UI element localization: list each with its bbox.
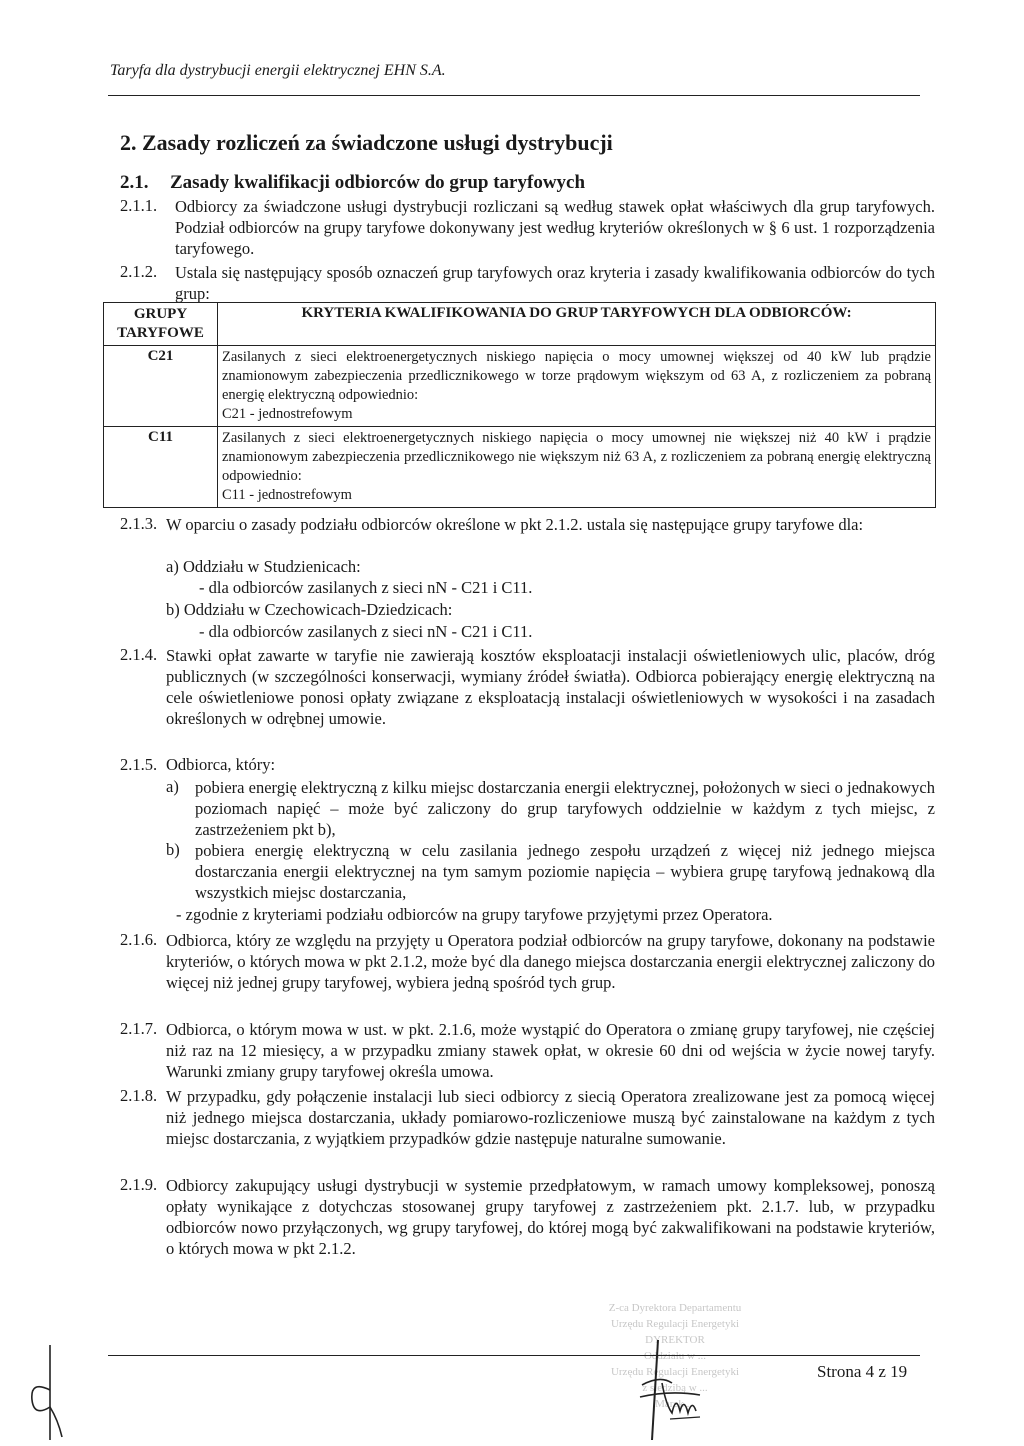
paragraph-number: 2.1.7. <box>120 1019 158 1038</box>
paragraph-2-1-2: Ustala się następujący sposób oznaczeń grup taryfowych oraz kryteria i zasady kwalifikowania odbiorców do tych grup: <box>175 263 935 303</box>
column-header-criteria: KRYTERIA KWALIFIKOWANIA DO GRUP TARYFOWYCH DLA ODBIORCÓW: <box>218 303 936 346</box>
criteria-text: Zasilanych z sieci elektroenergetycznych niskiego napięcia o mocy umownej większej od 40 kW lub prądzie znamionowym zabezpieczenia przedlicznikowego w torze prądowym większym od 63 A, z rozliczeniem za pobraną energię elektryczną odpowiednio: <box>222 349 931 403</box>
official-stamp: Z-ca Dyrektora Departamentu Urzędu Regulacji Energetyki DYREKTOR Oddziału w ... Urzędu Regulacji Energetyki z siedzibą w ... Marek ... <box>608 1302 742 1410</box>
subsection-title: Zasady kwalifikacji odbiorców do grup taryfowych <box>170 172 586 193</box>
handwritten-initials <box>20 1345 80 1445</box>
paragraph-2-1-3: W oparciu o zasady podziału odbiorców określone w pkt 2.1.2. ustala się następujące grupy taryfowe dla: <box>166 515 864 534</box>
subsection-heading <box>120 172 585 194</box>
paragraph-2-1-4: Stawki opłat zawarte w taryfie nie zawierają kosztów eksploatacji instalacji oświetleniowych ulic, placów, dróg publicznych (w szczególności konserwacji, wymiany źródeł światła). Odbiorca pobierający energię elektryczną na cele oświetleniowe ponosi opłaty związane z eksploatacją instalacji oświetleniowych w wysokości i na zasadach określonych w odrębnej umowie. <box>166 646 935 728</box>
criteria-zone: C11 - jednostrefowym <box>222 487 352 503</box>
criteria-text: Zasilanych z sieci elektroenergetycznych niskiego napięcia o mocy umownej nie większej niż 40 kW i prądzie znamionowym zabezpieczenia przedlicznikowego nie większym niż 63 A, z rozliczeniem za pobraną energię elektryczną odpowiednio: <box>222 430 931 484</box>
paragraph-2-1-8: W przypadku, gdy połączenie instalacji lub sieci odbiorcy z siecią Operatora zrealizowane jest za pomocą więcej niż jednego miejsca dostarczania, układy pomiarowo-rozliczeniowe muszą być zainstalowane na każdym z tych miejsc dostarczania, z wyjątkiem przypadków gdzie następuje naturalne sumowanie. <box>166 1087 935 1148</box>
tariff-criteria-table <box>103 302 936 508</box>
table-row <box>104 346 936 427</box>
subsection-number: 2.1. <box>120 172 149 193</box>
list-item: b) Oddziału w Czechowicach-Dziedzicach: <box>166 600 453 619</box>
paragraph-2-1-6: Odbiorca, który ze względu na przyjęty u Operatora podział odbiorców na grupy taryfowe, dokonany na podstawie kryteriów, o których mowa w pkt 2.1.2, może być dla danego miejsca dostarczania energii elektrycznej zaliczony do więcej niż jednej grupy taryfowej, wybiera jedną spośród tych grup. <box>166 931 935 992</box>
list-item: pobiera energię elektryczną z kilku miejsc dostarczania energii elektrycznej, położonych w sieci o jednakowych poziomach napięć – może być zaliczony do grup taryfowych oddzielnie w każdym z tych miejsc, z zastrzeżeniem pkt b), <box>195 778 935 839</box>
list-marker: a) <box>166 777 179 796</box>
criteria-cell <box>218 346 936 427</box>
paragraph-number: 2.1.2. <box>120 262 158 281</box>
paragraph-2-1-9: Odbiorcy zakupujący usługi dystrybucji w systemie przedpłatowym, w ramach umowy kompleksowej, ponoszą opłaty wynikające z dotychczas stosowanej grupy taryfowej z zastrzeżeniem pkt. 2.1.7. lub, w przypadku odbiorców nowo przyłączonych, wg grupy taryfowej, do której mogą być zakwalifikowani na podstawie kryteriów, o których mowa w pkt 2.1.2. <box>166 1176 935 1258</box>
group-code: C21 <box>104 346 218 427</box>
list-item: - dla odbiorców zasilanych z sieci nN - C21 i C11. <box>199 578 533 597</box>
column-header-groups: GRUPY TARYFOWE <box>104 303 218 346</box>
paragraph-2-1-5-intro: Odbiorca, który: <box>166 755 276 774</box>
paragraph-number: 2.1.5. <box>120 755 158 774</box>
paragraph-2-1-5-tail: - zgodnie z kryteriami podziału odbiorców na grupy taryfowe przyjętymi przez Operatora. <box>176 905 773 924</box>
section-heading: 2. Zasady rozliczeń za świadczone usługi dystrybucji <box>120 130 613 155</box>
list-marker: b) <box>166 840 180 859</box>
paragraph-number: 2.1.4. <box>120 645 158 664</box>
table-row <box>104 427 936 508</box>
paragraph-number: 2.1.3. <box>120 514 158 533</box>
page-number: Strona 4 z 19 <box>817 1362 908 1381</box>
criteria-zone: C21 - jednostrefowym <box>222 406 353 422</box>
paragraph-number: 2.1.6. <box>120 930 158 949</box>
paragraph-2-1-1: Odbiorcy za świadczone usługi dystrybucji rozliczani są według stawek opłat właściwych dla grup taryfowych. Podział odbiorców na grupy taryfowe dokonywany jest według kryteriów określonych w § 6 ust. 1 rozporządzenia taryfowego. <box>175 197 935 258</box>
running-header: Taryfa dla dystrybucji energii elektrycznej EHN S.A. <box>110 62 446 79</box>
group-code: C11 <box>104 427 218 508</box>
paragraph-number: 2.1.8. <box>120 1086 158 1105</box>
paragraph-2-1-7: Odbiorca, o którym mowa w ust. w pkt. 2.1.6, może wystąpić do Operatora o zmianę grupy taryfowej, nie częściej niż raz na 12 miesięcy, a w przypadku zmiany stawek opłat, w okresie 60 dni od wejścia w życie nowej taryfy. Warunki zmiany grupy taryfowej określa umowa. <box>166 1020 935 1081</box>
footer-rule <box>108 1355 920 1356</box>
header-rule <box>108 95 920 96</box>
criteria-cell <box>218 427 936 508</box>
table-header-row <box>104 303 936 346</box>
list-item: pobiera energię elektryczną w celu zasilania jednego zespołu urządzeń z więcej niż jednego miejsca dostarczania energii elektrycznej na tym samym poziomie napięcia – wybiera grupę taryfową jednakową dla wszystkich miejsc dostarczania, <box>195 841 935 902</box>
paragraph-number: 2.1.9. <box>120 1175 158 1194</box>
paragraph-number: 2.1.1. <box>120 196 158 215</box>
list-item: a) Oddziału w Studzienicach: <box>166 557 361 576</box>
list-item: - dla odbiorców zasilanych z sieci nN - C21 i C11. <box>199 622 533 641</box>
signature-image <box>600 1335 720 1445</box>
